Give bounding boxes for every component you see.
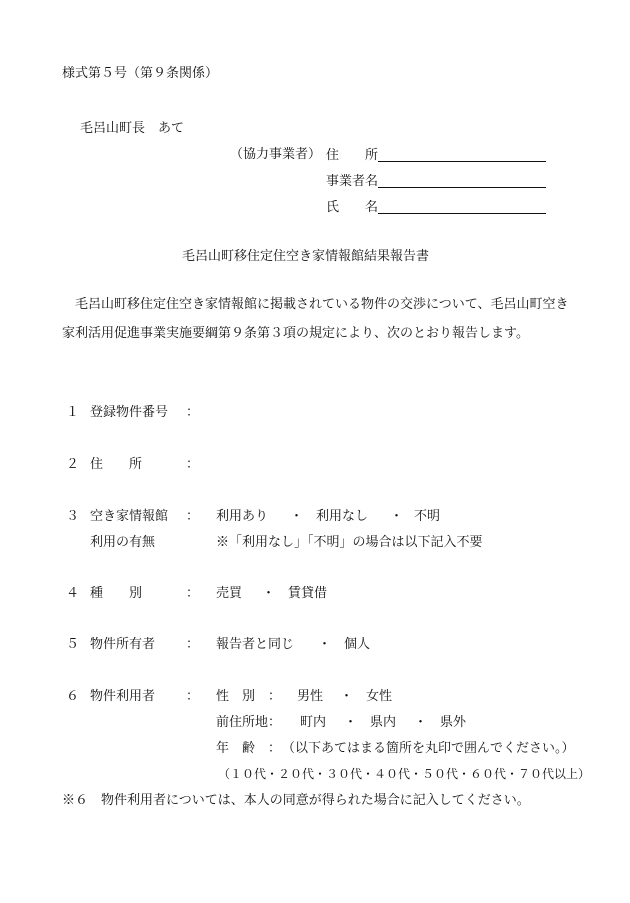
item-number: ６ [66, 689, 80, 704]
option-in-prefecture[interactable]: 県内 [370, 715, 397, 730]
address-field[interactable] [378, 148, 546, 162]
option-separator: ・ [344, 715, 358, 730]
name-field[interactable] [378, 200, 546, 214]
reporter-group-label: （協力事業者） [230, 147, 322, 162]
item-number: ４ [66, 586, 80, 601]
reporter-name-row [326, 200, 546, 214]
item-number: １ [66, 405, 80, 420]
option-separator: ・ [262, 586, 276, 601]
form-number: 様式第５号（第９条関係） [62, 66, 219, 81]
company-field[interactable] [378, 174, 546, 188]
option-separator: ・ [414, 715, 428, 730]
item-number: ３ [66, 509, 80, 524]
item-label: 種 別 [90, 586, 143, 601]
item-colon: ： [186, 586, 200, 601]
option-male[interactable]: 男性 [297, 689, 324, 704]
residence-label: 前住所地： [216, 715, 282, 730]
addressee: 毛呂山町長 あて [80, 121, 185, 136]
option-lease[interactable]: 賃貸借 [288, 586, 328, 601]
item-colon: ： [186, 405, 200, 420]
option-separator: ・ [318, 637, 332, 652]
age-label: 年 齢 ： [216, 741, 282, 756]
option-not-used[interactable]: 利用なし [316, 509, 369, 524]
reporter-address-row [326, 148, 546, 162]
option-used[interactable]: 利用あり [216, 509, 269, 524]
age-options[interactable]: （１０代・２０代・３０代・４０代・５０代・６０代・７０代以上） [218, 767, 591, 781]
option-separator: ・ [290, 509, 304, 524]
item-label: 住 所 [90, 457, 143, 472]
option-separator: ・ [340, 689, 354, 704]
age-instruction: （以下あてはまる箇所を丸印で囲んでください。） [282, 741, 575, 756]
item-label: 物件所有者 [90, 637, 156, 652]
item-colon: ： [186, 457, 200, 472]
item-colon: ： [186, 509, 200, 524]
document-title: 毛呂山町移住定住空き家情報館結果報告書 [182, 249, 430, 264]
intro-paragraph: 毛呂山町移住定住空き家情報館に掲載されている物件の交渉について、毛呂山町空き家利活用促進事業実施要綱第９条第３項の規定により、次のとおり報告します。 [62, 297, 569, 341]
option-in-town[interactable]: 町内 [300, 715, 327, 730]
item-label: 空き家情報館 [90, 509, 169, 524]
option-same-as-reporter[interactable]: 報告者と同じ [216, 637, 295, 652]
name-label: 氏 名 [326, 200, 379, 215]
item-label: 物件利用者 [90, 689, 156, 704]
company-label: 事業者名 [326, 174, 379, 189]
usage-note: ※「利用なし」「不明」の場合は以下記入不要 [216, 535, 483, 550]
item-colon: ： [186, 637, 200, 652]
item-colon: ： [186, 689, 200, 704]
option-individual[interactable]: 個人 [344, 637, 371, 652]
reporter-company-row [326, 174, 546, 188]
option-out-of-prefecture[interactable]: 県外 [440, 715, 467, 730]
footnote: ※６ 物件利用者については、本人の同意が得られた場合に記入してください。 [62, 793, 530, 808]
option-sale[interactable]: 売買 [216, 586, 243, 601]
option-unknown[interactable]: 不明 [414, 509, 441, 524]
sex-label: 性 別 ： [216, 689, 282, 704]
item-label-line2: 利用の有無 [90, 535, 156, 550]
option-female[interactable]: 女性 [366, 689, 393, 704]
address-label: 住 所 [326, 148, 379, 163]
item-number: ５ [66, 637, 80, 652]
item-number: ２ [66, 457, 80, 472]
item-label: 登録物件番号 [90, 405, 169, 420]
option-separator: ・ [390, 509, 404, 524]
